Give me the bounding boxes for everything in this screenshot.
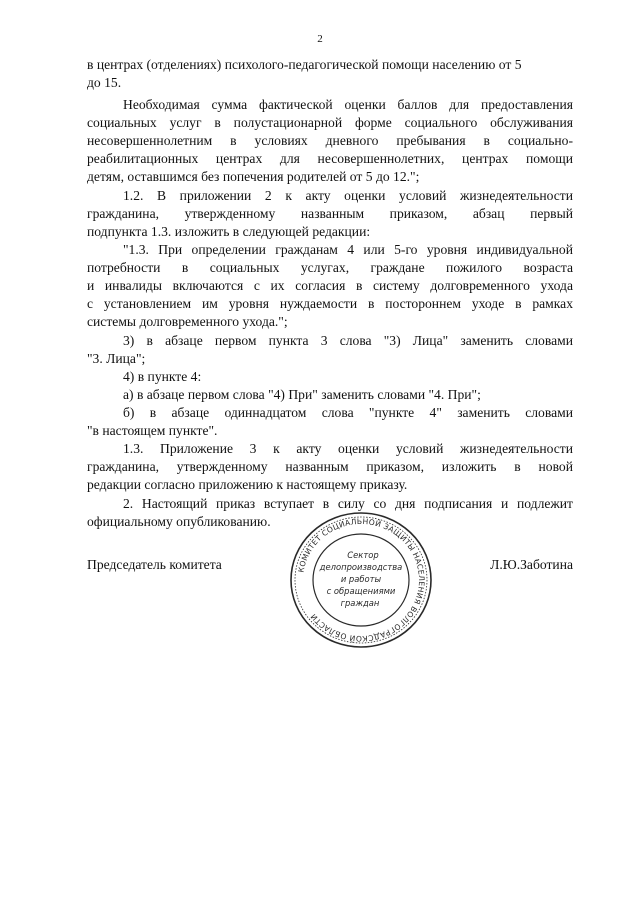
body-line: Необходимая сумма фактической оценки баллов для предоставления [123,97,573,112]
body-line: "3. Лица"; [87,351,146,366]
body-line: социальных услуг в полустационарной форме социального обслуживания [87,115,573,130]
signatory-name: Л.Ю.Заботина [490,557,573,572]
body-line: гражданина, утвержденному названным приказом, изложить в новой [87,459,573,474]
body-line: 3) в абзаце первом пункта 3 слова "3) Лица" заменить словами [123,333,573,348]
body-line: "в настоящем пункте". [87,423,218,438]
body-line: детям, оставшимся без попечения родителей от 5 до 12."; [87,169,420,184]
seal-ring-text: КОМИТЕТ СОЦИАЛЬНОЙ ЗАЩИТЫ НАСЕЛЕНИЯ ВОЛГОГРАДСКОЙ ОБЛАСТИ [296,516,427,644]
body-line: а) в абзаце первом слова "4) При" заменить словами "4. При"; [123,387,481,402]
body-line: "1.3. При определении гражданам 4 или 5-го уровня индивидуальной [123,242,573,257]
body-line: гражданина, утвержденному названным приказом, абзац первый [87,206,573,221]
body-line: 1.3. Приложение 3 к акту оценки условий жизнедеятельности [123,441,573,456]
body-line: до 15. [87,75,122,90]
seal-center-line: и работы [340,574,382,584]
seal-center-line: делопроизводства [319,562,403,572]
body-line: несовершеннолетним в условиях дневного пребывания в социально- [87,133,573,148]
body-line: с установлением им уровня нуждаемости в постороннем уходе в рамках [87,296,573,311]
seal-center-line: Сектор [347,550,379,560]
seal-center-line: с обращениями [326,586,396,596]
body-line: б) в абзаце одиннадцатом слова "пункте 4" заменить словами [123,405,573,420]
body-line: реабилитационных центрах для несовершеннолетних, центрах помощи [87,151,573,166]
seal-graphic [287,510,435,650]
page-number: 2 [317,33,323,45]
body-line: в центрах (отделениях) психолого-педагогической помощи населению от 5 [87,57,522,72]
official-seal [287,510,435,650]
body-line: 1.2. В приложении 2 к акту оценки условий жизнедеятельности [123,188,573,203]
body-line: подпункта 1.3. изложить в следующей редакции: [87,224,371,239]
body-line: потребности в социальных услугах, граждане пожилого возраста [87,260,573,275]
body-line: редакции согласно приложению к настоящему приказу. [87,477,408,492]
body-line: 4) в пункте 4: [123,369,202,384]
seal-center-line: граждан [340,598,380,608]
body-line: системы долговременного ухода."; [87,314,288,329]
signatory-title: Председатель комитета [87,557,222,572]
body-line: официальному опубликованию. [87,514,271,529]
body-line: 2. Настоящий приказ вступает в силу со дня подписания и подлежит [123,496,573,511]
body-line: и инвалиды включаются с их согласия в систему долговременного ухода [87,278,573,293]
